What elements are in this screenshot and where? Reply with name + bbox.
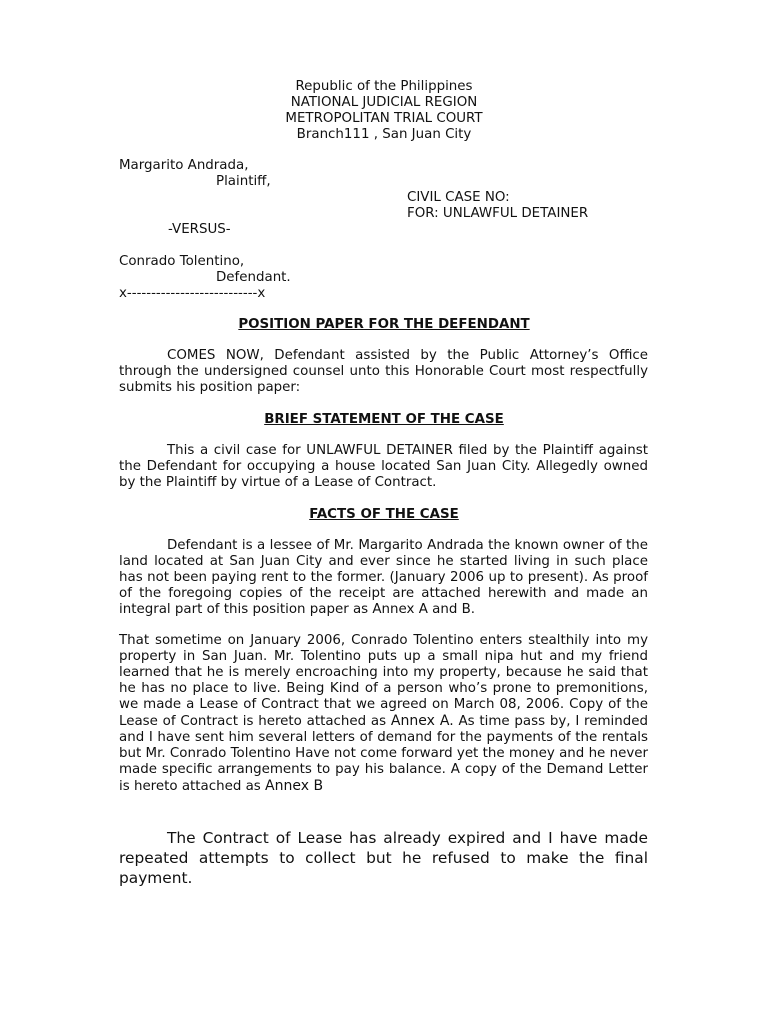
versus: -VERSUS-: [168, 222, 231, 237]
header-region: NATIONAL JUDICIAL REGION: [290, 95, 478, 110]
intro-paragraph: COMES NOW, Defendant assisted by the Public Attorney’s Office through the undersigned counsel unto this Honorable Court most respectfully submits his position paper:: [119, 348, 648, 395]
caption-separator: x---------------------------x: [119, 286, 266, 301]
brief-statement-text: This a civil case for UNLAWFUL DETAINER filed by the Plaintiff against the Defendant for occupying a house located San Juan City. Allegedly owned by the Plaintiff by virtue of a Lease of Contract.: [119, 443, 648, 490]
case-for: FOR: UNLAWFUL DETAINER: [407, 206, 589, 221]
facts-paragraph-2: [119, 633, 648, 795]
plaintiff-name: Margarito Andrada,: [119, 158, 249, 173]
defendant-name: Conrado Tolentino,: [119, 254, 245, 269]
document-title: POSITION PAPER FOR THE DEFENDANT: [238, 317, 530, 332]
brief-statement-heading: BRIEF STATEMENT OF THE CASE: [264, 412, 504, 427]
civil-case-no: CIVIL CASE NO:: [407, 190, 510, 205]
header-branch: Branch111 , San Juan City: [296, 127, 472, 142]
annex-b-reference: Annex B: [265, 778, 324, 794]
facts-paragraph-2-text-2: As time pass by, I reminded and I have sent him several letters of demand for the payments of the rentals but Mr. Conrado Tolentino Have not come forward yet the money and he never made specific arrangements to pay his balance. A copy of the Demand Letter is hereto attached as: [119, 714, 648, 794]
facts-heading: FACTS OF THE CASE: [309, 507, 459, 522]
annex-a-reference: Annex A.: [390, 713, 454, 729]
header-republic: Republic of the Philippines: [295, 79, 473, 94]
defendant-role: Defendant.: [216, 270, 291, 285]
plaintiff-role: Plaintiff,: [216, 174, 271, 189]
facts-paragraph-2-text-1: That sometime on January 2006, Conrado Tolentino enters stealthily into my property in San Juan. Mr. Tolentino puts up a small nipa hut and my friend learned that he is merely encroaching into my property, because he said that he has no place to live. Being Kind of a person who’s prone to premonitions, we made a Lease of Contract that we agreed on March 08, 2006. Copy of the Lease of Contract is hereto attached as: [119, 633, 648, 729]
header-court: METROPOLITAN TRIAL COURT: [285, 111, 483, 126]
facts-paragraph-3: The Contract of Lease has already expired and I have made repeated attempts to collect but he refused to make the final payment.: [119, 829, 648, 887]
facts-paragraph-1: Defendant is a lessee of Mr. Margarito Andrada the known owner of the land located at San Juan City and ever since he started living in such place has not been paying rent to the former. (January 2006 up to present). As proof of the foregoing copies of the receipt are attached herewith and made an integral part of this position paper as Annex A and B.: [119, 538, 648, 617]
